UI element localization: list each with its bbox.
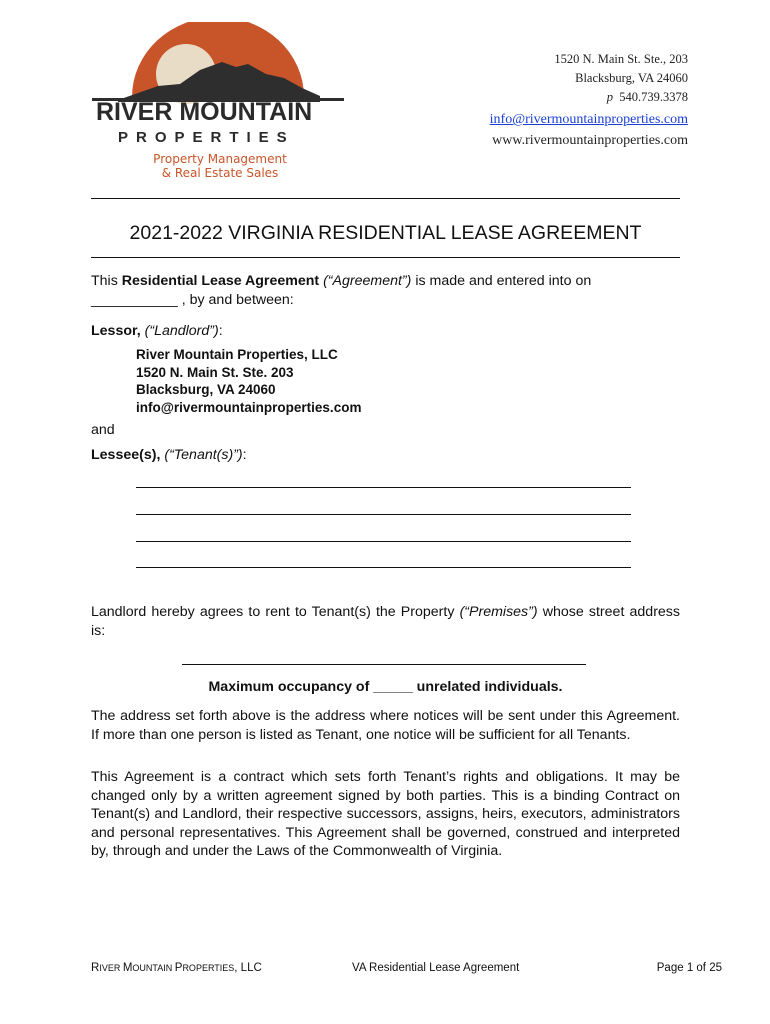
lessor-email: info@rivermountainproperties.com: [136, 399, 362, 415]
intro-italic: (“Agreement”): [319, 273, 412, 289]
premises-post: whose street address is:: [91, 604, 680, 639]
footer-document-name: VA Residential Lease Agreement: [352, 962, 520, 974]
lessor-address-block: [136, 346, 361, 416]
notice-paragraph: The address set forth above is the address where notices will be sent under this Agreement. If more than one person is listed as Tenant, one notice will be sufficient for all Tenants.: [91, 708, 680, 743]
lessor-city: Blacksburg, VA 24060: [136, 382, 276, 397]
lessee-label-italic: (“Tenant(s)”): [160, 447, 243, 463]
phone-number: 540.739.3378: [619, 90, 688, 104]
email-link[interactable]: info@rivermountainproperties.com: [489, 112, 688, 127]
tenant-line-3[interactable]: [136, 541, 631, 542]
footer-page-number: Page 1 of 25: [656, 962, 722, 974]
intro-paragraph: [91, 272, 680, 309]
lessor-label-italic: (“Landlord”): [140, 323, 219, 339]
phone-prefix: p: [606, 90, 613, 104]
title-bottom-rule: [91, 257, 680, 258]
tenant-line-2[interactable]: [136, 514, 631, 515]
footer-sc-m: M: [122, 962, 133, 974]
premises-pre: Landlord hereby agrees to rent to Tenant(s) the Property: [91, 604, 460, 620]
footer-sc-p: P: [174, 962, 183, 974]
contract-paragraph: This Agreement is a contract which sets forth Tenant’s rights and obligations. It may be changed only by a written agreement signed by both parties. This is a binding Contract on Tenant(s) and Landlord, their respective successors, assigns, heirs, executors, administrators and personal representatives. This Agreement shall be governed, construed and interpreted by, through and under the Laws of the Commonwealth of Virginia.: [91, 769, 680, 859]
and-text: and: [91, 422, 115, 438]
logo-tagline-2: & Real Estate Sales: [161, 166, 279, 180]
footer-company: [91, 962, 262, 974]
lessor-label: [91, 322, 680, 341]
footer-sc-iver: IVER: [99, 963, 123, 973]
footer-sc-roperties: ROPERTIES: [182, 963, 235, 973]
premises-address-line[interactable]: [182, 664, 586, 665]
occupancy-line: Maximum occupancy of _____ unrelated individuals.: [208, 679, 563, 695]
address-phone: [607, 90, 688, 105]
logo-word-river-mountain: RIVER MOUNTAIN: [96, 98, 313, 126]
address-line-1: 1520 N. Main St. Ste., 203: [554, 52, 688, 66]
website-link[interactable]: www.rivermountainproperties.com: [492, 133, 688, 148]
premises-paragraph: [91, 603, 680, 640]
lessee-label: [91, 446, 680, 465]
intro-post: is made and entered into on: [411, 273, 592, 289]
intro-pre: This: [91, 273, 122, 289]
address-line-2: Blacksburg, VA 24060: [575, 71, 688, 85]
premises-italic: (“Premises”): [459, 604, 538, 620]
footer-sc-suffix: , LLC: [234, 962, 262, 974]
intro-date-blank: ___________ , by and between:: [91, 291, 294, 308]
logo-word-properties: PROPERTIES: [118, 129, 295, 146]
tenant-line-1[interactable]: [136, 487, 631, 488]
footer-sc-ountain: OUNTAIN: [132, 963, 175, 973]
logo-tagline-1: Property Management: [153, 152, 287, 166]
tenant-line-4[interactable]: [136, 567, 631, 568]
document-title: 2021-2022 VIRGINIA RESIDENTIAL LEASE AGREEMENT: [129, 222, 642, 244]
title-top-rule: [91, 198, 680, 199]
lessor-street: 1520 N. Main St. Ste. 203: [136, 364, 294, 380]
lessor-label-text: Lessor,: [91, 323, 141, 339]
lessee-colon: :: [242, 447, 247, 463]
footer-sc-r: R: [91, 962, 100, 974]
lessee-label-text: Lessee(s),: [91, 447, 161, 463]
lessor-colon: :: [218, 323, 223, 339]
intro-bold: Residential Lease Agreement: [121, 273, 320, 289]
lessor-name: River Mountain Properties, LLC: [136, 347, 338, 362]
